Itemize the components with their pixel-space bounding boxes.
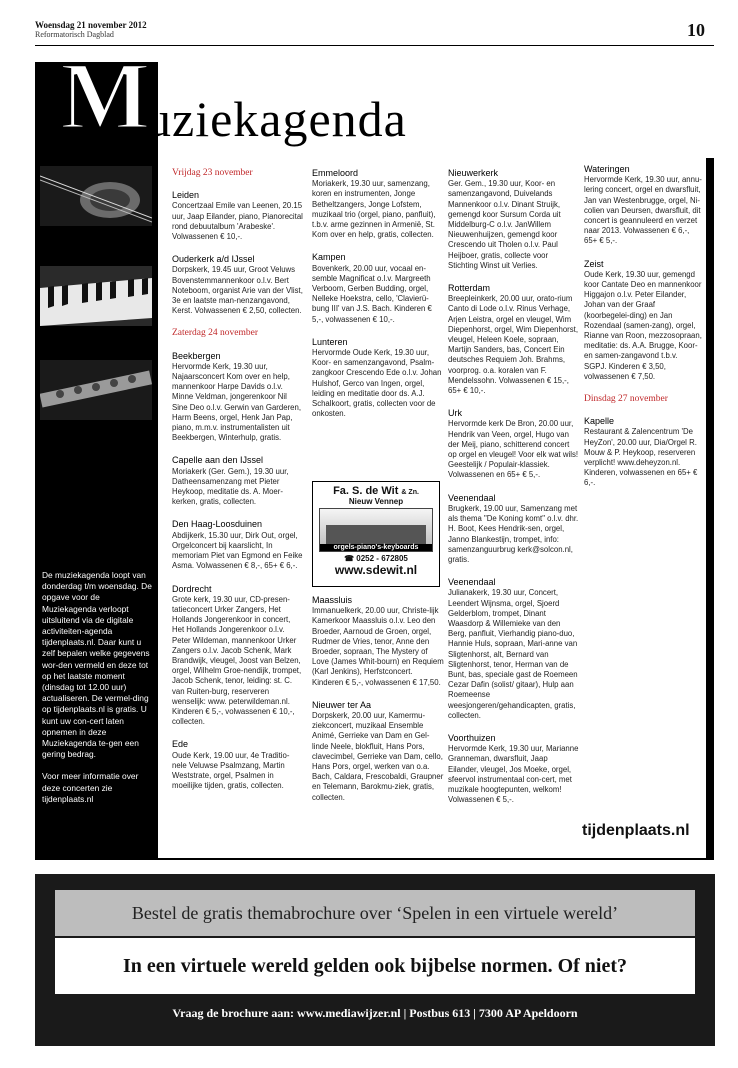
event-text: Restaurant & Zalencentrum 'De HeyZon', 20.00 uur, Dia/Orgel R. Mouw & P. Heykoop, reserveren verplicht! www.deheyzon.nl. Kinderen, volwassenen en 65+ € 6,-. — [584, 427, 698, 488]
agenda-column-1 — [172, 164, 304, 803]
banner-headline: Bestel de gratis themabrochure over ‘Spelen in een virtuele wereld’ — [55, 890, 695, 936]
event-text: Immanuelkerk, 20.00 uur, Christe-lijk Kamerkoor Maassluis o.l.v. Leo den Broeder, Aarnoud de Groen, orgel, Rudmer de Vries, tenor, Anne den Broeder, sopraan, The Mystery of Love (James Whit-bourn) en Requiem (Karl Jenkins), Herfstconcert. Kinderen € 5,-, volwassenen € 17,50. — [312, 606, 444, 687]
event-text: Brugkerk, 19.00 uur, Samenzang met als thema "De Koning komt" o.l.v. dhr. H. Boot, Kees Hendrik-sen, orgel, Janno Blankestijn, trompet, info: samenzanguurbrug kerk@solcon.nl, gratis. — [448, 503, 579, 564]
event-city: Lunteren — [312, 336, 348, 347]
event-city: Maassluis — [312, 595, 353, 605]
day-heading: Zaterdag 24 november — [172, 328, 258, 339]
event-city: Emmeloord — [312, 168, 359, 178]
event-text: Dorpskerk, 19.45 uur, Groot Veluws Bovenstemmannenkoor o.l.v. Bert Noteboom, organist Arie van der Vlist, 3e en laatste man-nenzangavond, Kerst. Volwassenen € 2,50, collecten. — [172, 265, 303, 316]
advertisement-sdewit[interactable] — [312, 481, 440, 587]
issue-date: Woensdag 21 november 2012 — [35, 20, 147, 30]
event-text: Oude Kerk, 19.30 uur, gemengd koor Cantate Deo en mannenkoor Higgajon o.l.v. Peter Eilander, Johan van der Graaf (koorbegelei-ding) en Jan Rozendaal (samen-zang), orgel, Rianne van Roon, mezzosopraan, meditatie: ds. A.A. Brugge, Koor- en samen-zangavond t.b.v. SGPJ. Kinderen € 3,50, volwassenen € 7,50. — [584, 269, 702, 381]
day-heading: Dinsdag 27 november — [584, 394, 668, 405]
title-initial: M — [60, 42, 151, 149]
flute-photo — [40, 360, 152, 420]
event-city: Kapelle — [584, 416, 615, 427]
ad-company: Fa. S. de Wit & Zn. — [333, 485, 419, 497]
event-city: Veenendaal — [448, 492, 496, 503]
event-city: Voorthuizen — [448, 732, 496, 743]
event-text: Abdijkerk, 15.30 uur, Dirk Out, orgel, Orgelconcert bij kaarslicht, In memoriam Piet van Egmond en Feike Asma. Volwassenen € 8,-, 65+ € 6,-. — [172, 530, 303, 571]
event-text: Concertzaal Emile van Leenen, 20.15 uur, Jaap Eilander, piano, Pianorecital rond debuutalbum 'Arabeske'. Volwassenen € 10,-. — [172, 201, 303, 242]
agenda-column-2b — [312, 595, 444, 815]
event-text: Hervormde Kerk, 19.30 uur, Marianne Granneman, dwarsfluit, Jaap Eilander, vleugel, Jos Moeke, orgel, sfeervol instrumentaal con-cert, met muzikale hoogtepunten, welkom! Volwassenen € 5,-. — [448, 744, 579, 805]
event-text: Hervormde Kerk, 19.30 uur, annu-lering concert, orgel en dwarsfluit, Jan van Westenbrugge, orgel, Ni-colien van Deursen, dwarsfluit, dit concert is geannuleerd en verzet naar 2013. Volwassenen € 6,-, 65+ € 5,-. — [584, 175, 702, 246]
ad-tagline: orgels-piano's-keyboards — [320, 544, 432, 551]
violin-photo — [40, 166, 152, 226]
shop-photo — [319, 508, 433, 552]
day-heading: Vrijdag 23 november — [172, 168, 253, 178]
page-header — [35, 20, 705, 42]
event-text: Ger. Gem., 19.30 uur, Koor- en samenzangavond, Duivelands Mannenkoor o.l.v. Dinant Struijk, gemengd koor Sursum Corda uit Middelburg-C o.l.v. JanWillem Nieuwenhuijzen, gemengd koor Crescendo uit Tholen o.l.v. Paul Heijboer, gratis, collecte voor Stichting Winst uit Verlies. — [448, 179, 561, 270]
event-city: Urk — [448, 408, 462, 419]
event-text: Hervormde kerk De Bron, 20.00 uur, Hendrik van Veen, orgel, Hugo van der Meij, piano, schitterend concert op orgel en vleugel! Voor elk wat wils! Geestelijk / Populair-klassiek. Volwassenen en 65+ € 5,-. — [448, 419, 579, 480]
event-city: Ouderkerk a/d IJssel — [172, 254, 255, 265]
agenda-column-4 — [584, 164, 702, 501]
agenda-column-3 — [448, 168, 580, 817]
event-text: Breepleinkerk, 20.00 uur, orato-rium Canto di Lode o.l.v. Rinus Verhage, Arjen Leistra, orgel en vleugel, Wim Diepenhorst, orgel, Wim Diepenhorst, vleugel, Heleen Koele, sopraan, Martijn Sanders, bas, Concert Ein deutsches Requiem Joh. Brahms, voorprog. o.a. koralen van F. Mendelssohn. Volwassenen € 15,-, 65+ € 10,-. — [448, 294, 579, 396]
event-city: Ede — [172, 739, 189, 750]
event-city: Rotterdam — [448, 283, 491, 294]
event-city: Dordrecht — [172, 583, 212, 594]
event-city: Nieuwer ter Aa — [312, 699, 372, 710]
event-text: Hervormde Kerk, 19.30 uur, Najaarsconcert Kom over en help, mannenkoor Harpe Davids o.l.v. Minne Veldman, jongerenkoor Nil Sine Deo o.l.v. Gerwin van Garderen, Harm Beens, orgel, Henk Jan Pap, piano, m.m.v. instrumentalisten uit Beekbergen, Winterhulp, gratis. — [172, 361, 301, 443]
piano-keys-photo — [40, 266, 152, 326]
page-number: 10 — [687, 20, 705, 40]
section-bottom-rule — [35, 858, 714, 860]
banner-slogan: In een virtuele wereld gelden ook bijbelse normen. Of niet? — [55, 938, 695, 994]
ad-phone: ☎ 0252 - 672805 — [344, 554, 408, 563]
event-text: Dorpskerk, 20.00 uur, Kamermu-ziekconcert, muzikaal Ensemble Animé, Gerrieke van Dam en Gel-linde Neele, blokfluit, Hans Pors, clavecimbel, Gerrieke van Dam, cello, Hans Pors, orgel, werken van o.a. Bach, Caldara, Frescobaldi, Graupner en Telemann, Barokmu-ziek, gratis, collecten. — [312, 711, 444, 802]
event-city: Den Haag-Loosduinen — [172, 519, 263, 530]
event-city: Zeist — [584, 258, 604, 269]
agenda-column-2 — [312, 168, 444, 431]
event-city: Kampen — [312, 252, 346, 263]
event-text: Grote kerk, 19.30 uur, CD-presen-tatieconcert Urker Zangers, Het Hollands Jongerenkoor in concert, Het Hollands Jongerenkoor o.l.v. Peter Wildeman, mannenkoor Urker Zangers o.l.v. Jacob Schenk, Mark Brandwijk, vleugel, Joost van Belzen, orgel, Wilhelm Groe-nendijk, trompet, Jacob Schenk, tenor, leiding: st. C. van Ruiten-burg, reserveren wenselijk: www. peterwildeman.nl. Kinderen € 5,-, volwassenen € 10,-, collecten. — [172, 594, 302, 727]
event-city: Capelle aan den IJssel — [172, 455, 264, 466]
event-text: Julianakerk, 19.30 uur, Concert, Leendert Wijnsma, orgel, Sjoerd Gelderblom, trompet, Dinant Waasdorp & Willemieke van den Berg, panfluit, Vierhandig piano-duo, Hannie Huls, sopraan, Mari-anne van Sligtenhorst, alt, Bernard van Sligtenhorst, tenor, Herman van de Bunt, bas, speciale gast de Roemeen Cezar Dafin (solist/ gitaar), Hulp aan Roemeense weesjongeren/gehandicapten, gratis, collecten. — [448, 588, 578, 720]
sidebar-note — [42, 570, 152, 816]
event-text: Moriakerk, 19.30 uur, samenzang, koren en instrumenten, Jonge Betheltzangers, Jonge Lofstem, muzikaal trio (orgel, piano, panfluit), t.b.v. arme gezinnen in Armenië, St. Kom over en help, gratis, collecten. — [312, 179, 436, 240]
banner-contact[interactable]: Vraag de brochure aan: www.mediawijzer.nl | Postbus 613 | 7300 AP Apeldoorn — [172, 1006, 578, 1020]
event-text: Bovenkerk, 20.00 uur, vocaal en-semble Magnificat o.l.v. Margreeth Verboom, Gerben Budding, orgel, Nelleke Hoekstra, cello, 'Clavierü-bung III' van J.S. Bach. Kinderen € 5,-, volwassenen € 10,-. — [312, 263, 432, 324]
event-text: Moriakerk (Ger. Gem.), 19.30 uur, Datheensamenzang met Pieter Heykoop, meditatie ds. A. Moer-kerken, gratis, collecten. — [172, 466, 289, 507]
page-title: uziekagenda — [146, 91, 407, 147]
event-city: Veenendaal — [448, 577, 496, 588]
newspaper-name: Reformatorisch Dagblad — [35, 30, 114, 39]
event-city: Nieuwerkerk — [448, 168, 499, 178]
event-text: Hervormde Oude Kerk, 19.30 uur, Koor- en samenzangavond, Psalm-zangkoor Crescendo Ede o.l.v. Johan Hulshof, Gerco van Ingen, orgel, leiding en meditatie door ds. A.J. Schalkoort, gratis, collecten voor de onkosten. — [312, 348, 442, 419]
ad-website[interactable]: www.sdewit.nl — [334, 563, 418, 577]
sidebar-note-text: De muziekagenda loopt van donderdag t/m woensdag. De opgave voor de Muziekagenda verloopt uitsluitend via de digitale activiteiten-agenda tijdenplaats.nl. Daar kunt u zelf bepalen welke gegevens wor-den vermeld en deze tot op het laatste moment (dinsdag tot 12.00 uur) actualiseren. De vermel-ding op tijdenplaats.nl is gratis. U kunt uw con-cert laten opnemen in deze Muziekagenda te-gen een gering bedrag. — [42, 570, 152, 760]
event-city: Wateringen — [584, 164, 630, 174]
event-city: Leiden — [172, 190, 200, 201]
tijdenplaats-logo[interactable]: tijdenplaats.nl — [582, 822, 690, 839]
event-city: Beekbergen — [172, 350, 221, 361]
event-text: Oude Kerk, 19.00 uur, 4e Traditio-nele Veluwse Psalmzang, Martin Weststrate, orgel, Psalmen in moeilijke tijden, gratis, collecten. — [172, 750, 290, 791]
right-border — [706, 158, 714, 860]
sidebar-note-more: Voor meer informatie over deze concerten zie tijdenplaats.nl — [42, 771, 139, 804]
ad-town: Nieuw Vennep — [348, 497, 404, 506]
